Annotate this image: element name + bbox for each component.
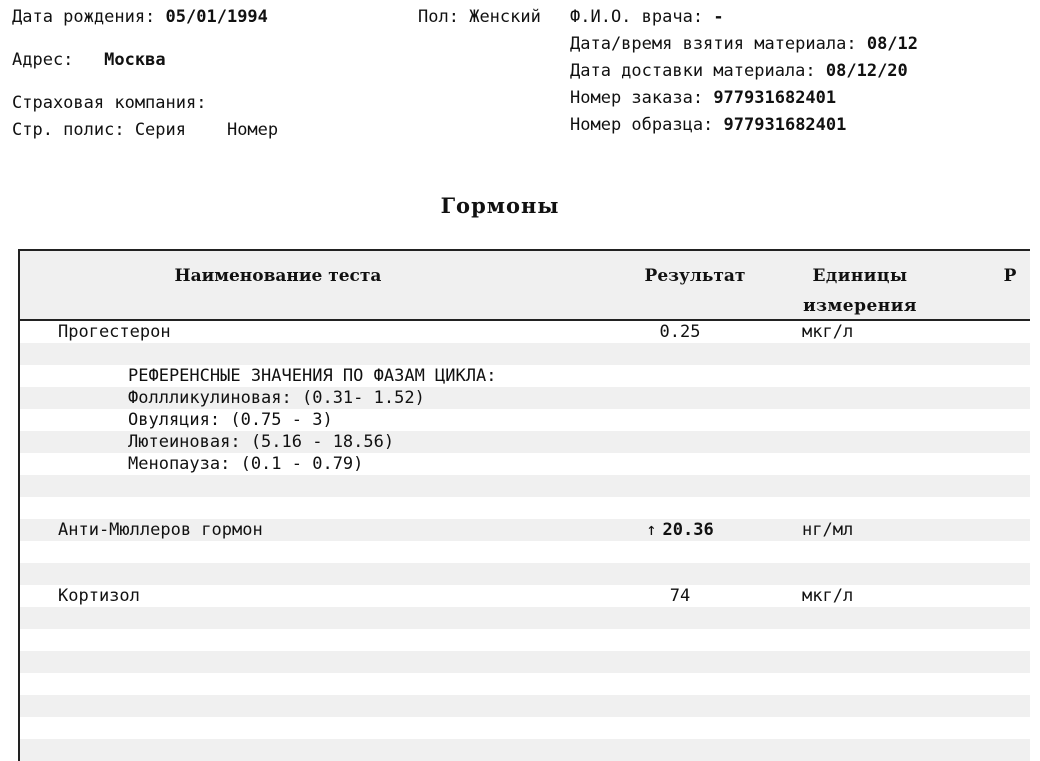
reference-note: Лютеиновая: (5.16 - 18.56) (128, 432, 395, 452)
table-row (20, 739, 1030, 761)
test-units: нг/мл (802, 520, 854, 540)
sex-value: Женский (469, 7, 541, 27)
results-table-header (20, 251, 1030, 321)
sample-number-value: 977931682401 (723, 115, 847, 135)
order-number-label: Номер заказа: (570, 88, 704, 108)
table-row (20, 541, 1030, 563)
delivery-date-label: Дата доставки материала: (570, 61, 816, 81)
column-header-test-name: Наименование теста (174, 266, 382, 286)
patient-header-right (570, 4, 1000, 139)
reference-note: Менопауза: (0.1 - 0.79) (128, 454, 364, 474)
table-row (20, 673, 1030, 695)
collection-datetime-line (570, 31, 1000, 58)
table-row (20, 651, 1030, 673)
sex-line (418, 4, 541, 31)
delivery-date-line (570, 58, 1000, 85)
doctor-label: Ф.И.О. врача: (570, 7, 704, 27)
table-row (20, 519, 1030, 541)
address-label: Адрес: (12, 50, 74, 70)
arrow-up-icon: ↑ (646, 520, 657, 540)
doctor-line (570, 4, 1000, 31)
table-row (20, 431, 1030, 453)
column-header-units-line1: Единицы (812, 266, 908, 286)
test-name: Прогестерон (58, 322, 171, 342)
reference-note: РЕФЕРЕНСНЫЕ ЗНАЧЕНИЯ ПО ФАЗАМ ЦИКЛА: (128, 366, 497, 386)
order-number-value: 977931682401 (713, 88, 837, 108)
doctor-value: - (713, 7, 724, 27)
insurance-policy-line (12, 117, 562, 144)
column-header-units (780, 261, 940, 321)
reference-note: Фоллликулиновая: (0.31- 1.52) (128, 388, 425, 408)
test-result: 0.25 (659, 322, 701, 342)
test-name: Анти-Мюллеров гормон (58, 520, 263, 540)
sex-label: Пол: (418, 7, 459, 27)
table-row (20, 453, 1030, 475)
column-header-reference: Р (1003, 266, 1017, 286)
table-row (20, 695, 1030, 717)
test-units: мкг/л (802, 322, 854, 342)
table-row (20, 365, 1030, 387)
table-row (20, 497, 1030, 519)
table-row (20, 629, 1030, 651)
patient-header (0, 0, 1000, 170)
table-row (20, 321, 1030, 343)
table-row (20, 607, 1030, 629)
table-row (20, 717, 1030, 739)
birth-date-label: Дата рождения: (12, 7, 156, 27)
table-row (20, 585, 1030, 607)
insurance-company-line (12, 90, 562, 117)
table-row (20, 563, 1030, 585)
results-table-body (20, 321, 1030, 761)
table-row (20, 409, 1030, 431)
column-header-result: Результат (644, 266, 746, 286)
sample-number-label: Номер образца: (570, 115, 714, 135)
test-name: Кортизол (58, 586, 140, 606)
reference-note: Овуляция: (0.75 - 3) (128, 410, 333, 430)
order-number-line (570, 85, 1000, 112)
test-result: 74 (669, 586, 691, 606)
sample-number-line (570, 112, 1000, 139)
insurance-policy-label: Стр. полис: Серия (12, 120, 186, 140)
delivery-date-value: 08/12/20 (825, 61, 908, 81)
test-result: ↑ 20.36 (646, 520, 714, 540)
collection-datetime-label: Дата/время взятия материала: (570, 34, 857, 54)
address-value: Москва (104, 50, 166, 70)
column-header-units-line2: измерения (803, 296, 917, 316)
table-row (20, 475, 1030, 497)
table-row (20, 343, 1030, 365)
insurance-policy-number-label: Номер (226, 120, 279, 140)
section-title: Гормоны (440, 193, 560, 218)
birth-date-value: 05/01/1994 (165, 7, 268, 27)
results-table (18, 249, 1030, 761)
insurance-company-label: Страховая компания: (12, 93, 207, 113)
table-row (20, 387, 1030, 409)
collection-datetime-value: 08/12 (866, 34, 919, 54)
test-units: мкг/л (802, 586, 854, 606)
address-line (12, 47, 562, 74)
